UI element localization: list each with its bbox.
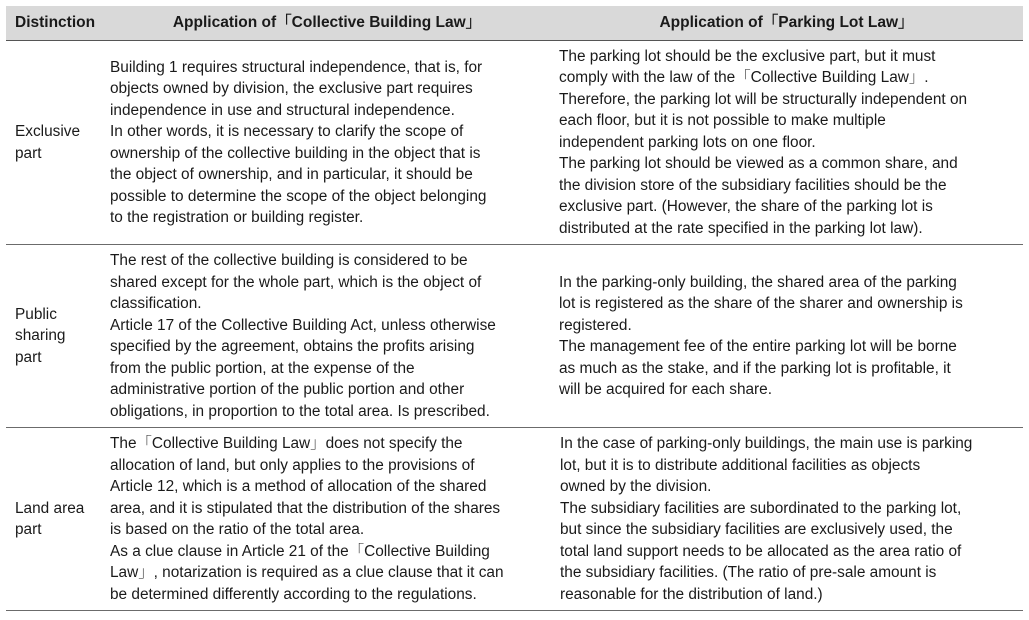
row-label-line: Public: [15, 305, 57, 323]
text-line: comply with the law of the「Collective Building Law」.: [559, 69, 929, 87]
text-line: be determined differently according to the regulations.: [110, 585, 477, 603]
text-line: possible to determine the scope of the object belonging: [110, 187, 487, 205]
text-line: The management fee of the entire parking lot will be borne: [559, 338, 957, 355]
text-line: exclusive part. (However, the share of the parking lot is: [559, 198, 933, 216]
text-line: classification.: [110, 295, 202, 312]
text-line: lot is registered as the share of the sharer and ownership is: [559, 295, 963, 312]
row-label-cell: [6, 245, 104, 428]
text-line: the subsidiary facilities. (The ratio of pre-sale amount is: [560, 564, 937, 581]
row-label-line: part: [15, 348, 42, 366]
text-line: obligations, in proportion to the total area. Is prescribed.: [110, 402, 490, 420]
text-line: allocation of land, but only applies to the provisions of: [110, 456, 475, 474]
collective-law-cell: [104, 245, 550, 428]
header-distinction: Distinction: [6, 6, 104, 41]
text-line: owned by the division.: [560, 478, 712, 495]
text-line: In the parking-only building, the shared area of the parking: [559, 273, 957, 291]
table-row: [6, 428, 1023, 611]
text-line: registered.: [559, 316, 632, 334]
row-label-line: Land area: [15, 499, 85, 517]
text-line: objects owned by division, the exclusive part requires: [110, 80, 473, 97]
row-label-line: part: [15, 144, 42, 162]
comparison-table: [6, 6, 1023, 611]
text-line: distributed at the rate specified in the parking lot law).: [559, 219, 923, 237]
text-line: each floor, but it is not possible to make multiple: [559, 112, 886, 130]
row-label-line: part: [15, 521, 42, 538]
text-line: Article 12, which is a method of allocation of the shared: [110, 478, 487, 495]
text-line: specified by the agreement, obtains the profits arising: [110, 338, 475, 355]
text-line: to the registration or building register.: [110, 209, 364, 226]
header-row: [6, 6, 1023, 41]
header-parking-lot-law: Application of「Parking Lot Law」: [550, 6, 1023, 41]
text-line: shared except for the whole part, which is the object of: [110, 273, 482, 291]
text-line: In the case of parking-only buildings, the main use is parking: [560, 435, 973, 452]
collective-law-cell: [104, 428, 550, 611]
text-line: area, and it is stipulated that the distribution of the shares: [110, 499, 501, 517]
parking-law-cell: [550, 428, 1023, 611]
text-line: the object of ownership, and in particular, it should be: [110, 166, 473, 183]
text-line: as much as the stake, and if the parking lot is profitable, it: [559, 359, 951, 377]
text-line: lot, but it is to distribute additional facilities as objects: [560, 456, 921, 474]
row-label-line: sharing: [15, 327, 66, 345]
text-line: Building 1 requires structural independence, that is, for: [110, 58, 483, 76]
text-line: the division store of the subsidiary facilities should be the: [559, 176, 947, 194]
text-line: As a clue clause in Article 21 of the「Collective Building: [110, 542, 490, 560]
text-line: In other words, it is necessary to clarify the scope of: [110, 123, 464, 140]
text-line: The subsidiary facilities are subordinated to the parking lot,: [560, 499, 962, 517]
text-line: ownership of the collective building in the object that is: [110, 144, 481, 162]
text-line: The rest of the collective building is considered to be: [110, 252, 468, 269]
text-line: independent parking lots on one floor.: [559, 133, 816, 151]
table-row: [6, 41, 1023, 245]
text-line: The「Collective Building Law」does not specify the: [110, 435, 463, 452]
text-line: administrative portion of the public portion and other: [110, 381, 465, 398]
text-line: Law」, notarization is required as a clue clause that it can: [110, 564, 504, 581]
text-line: from the public portion, at the expense of the: [110, 359, 415, 377]
collective-law-cell: [104, 41, 550, 245]
text-line: Article 17 of the Collective Building Act, unless otherwise: [110, 316, 496, 334]
text-line: but since the subsidiary facilities are exclusively used, the: [560, 521, 953, 538]
row-label-line: Exclusive: [15, 123, 81, 140]
text-line: total land support needs to be allocated as the area ratio of: [560, 542, 962, 560]
header-collective-building-law: Application of「Collective Building Law」: [104, 6, 550, 41]
text-line: The parking lot should be viewed as a common share, and: [559, 155, 958, 173]
text-line: Therefore, the parking lot will be structurally independent on: [559, 90, 968, 108]
text-line: independence in use and structural independence.: [110, 101, 455, 119]
parking-law-cell: [550, 245, 1023, 428]
text-line: will be acquired for each share.: [559, 381, 773, 398]
parking-law-cell: [550, 41, 1023, 245]
text-line: is based on the ratio of the total area.: [110, 521, 365, 538]
text-line: reasonable for the distribution of land.): [560, 585, 823, 603]
row-label-cell: [6, 428, 104, 611]
row-label-cell: [6, 41, 104, 245]
table-row: [6, 245, 1023, 428]
text-line: The parking lot should be the exclusive part, but it must: [559, 47, 936, 65]
